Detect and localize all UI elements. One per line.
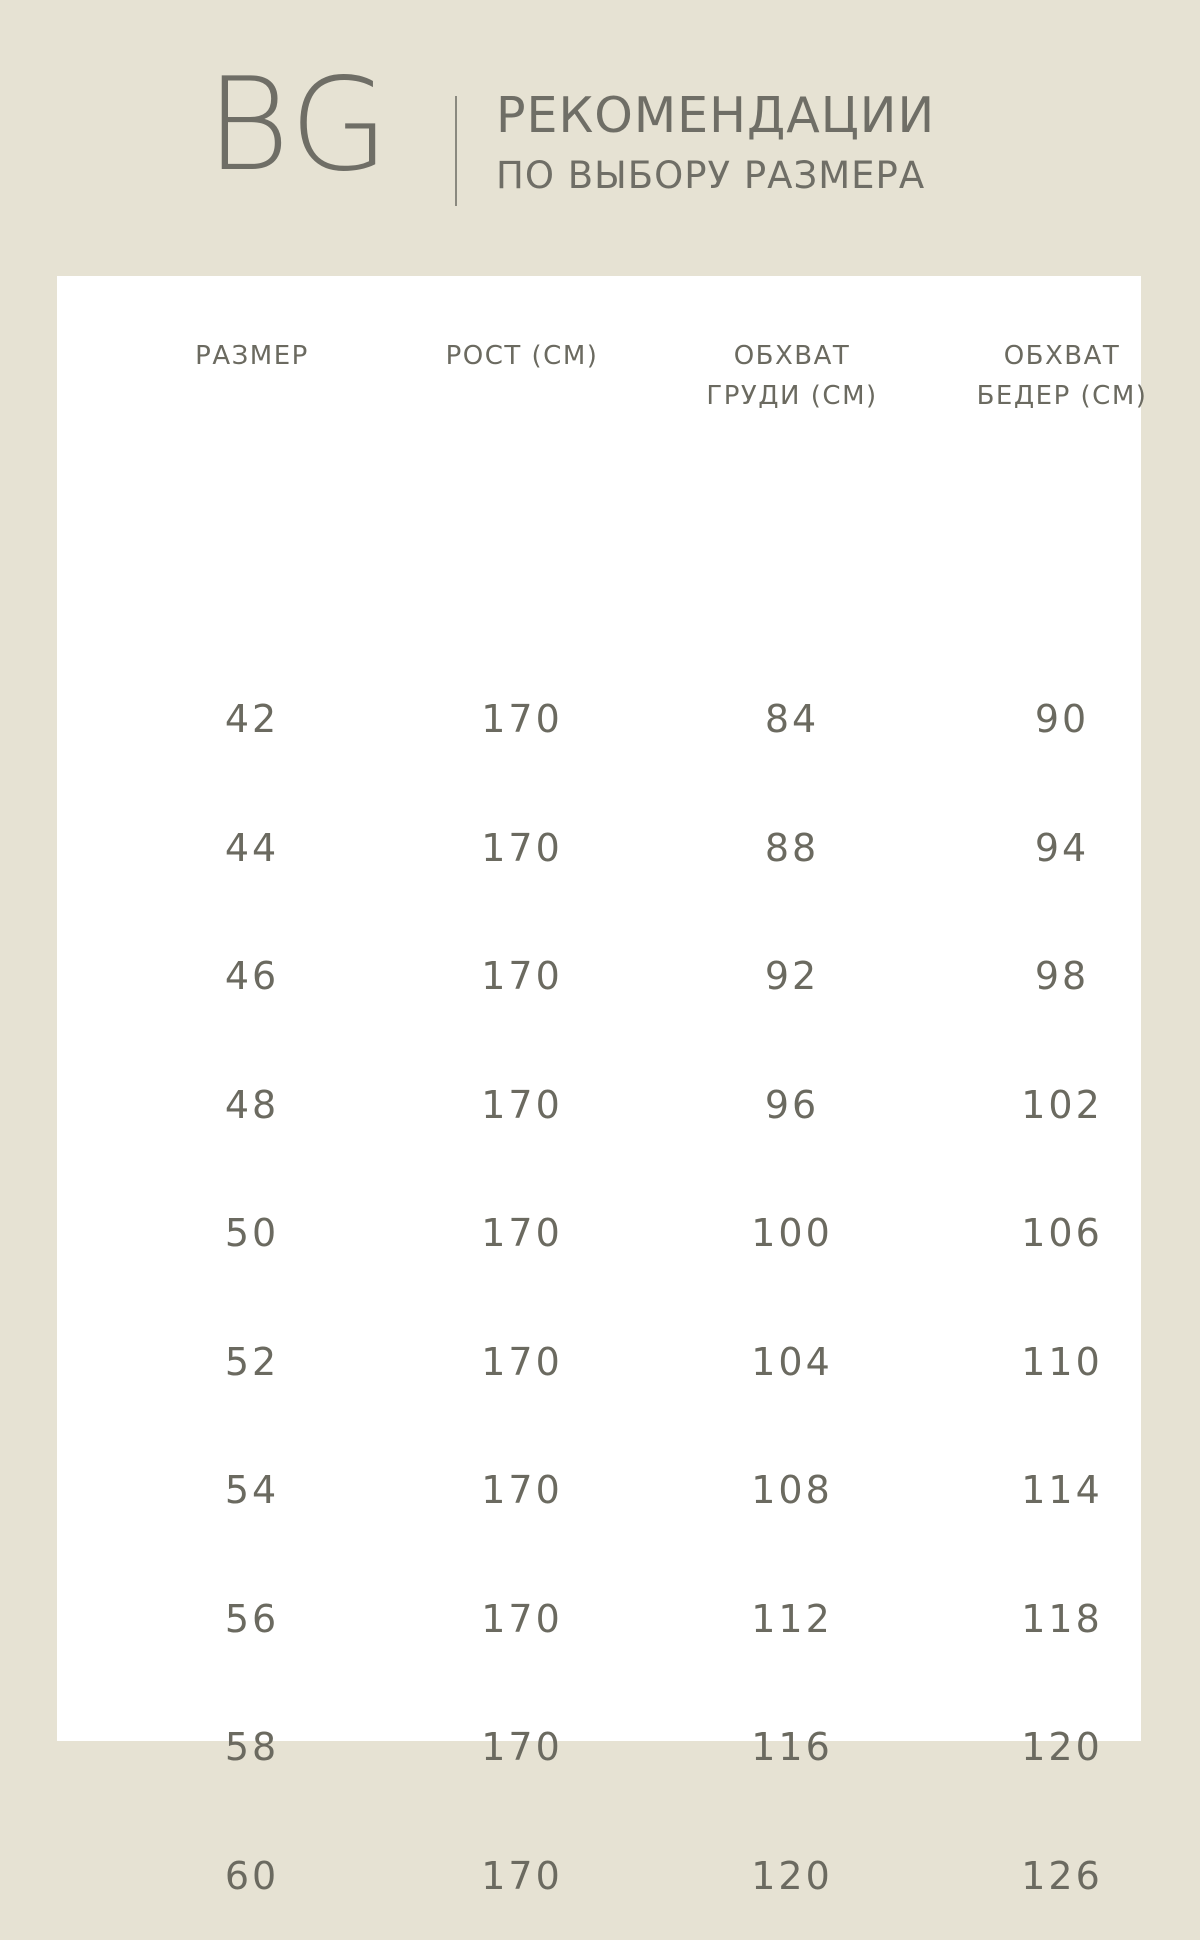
- cell-hips: 98: [1034, 954, 1090, 998]
- cell-height: 170: [481, 697, 563, 741]
- brand-logo: BG: [206, 51, 391, 200]
- header-chest: [657, 336, 927, 416]
- cell-size: 48: [224, 1082, 280, 1127]
- cell-hips: 102: [1021, 1082, 1103, 1127]
- cell-size: 56: [224, 1596, 280, 1641]
- cell-chest: 96: [764, 1082, 820, 1127]
- table-row: [57, 1041, 1141, 1169]
- table-row: [57, 1555, 1141, 1683]
- cell-chest: 92: [764, 954, 820, 998]
- header-height: [387, 336, 657, 376]
- header-hips-line-2: БЕДЕР (СМ): [976, 381, 1148, 411]
- cell-hips: 114: [1021, 1468, 1103, 1512]
- header-size: [117, 336, 387, 376]
- cell-chest: 108: [751, 1468, 833, 1512]
- table-row: [57, 1298, 1141, 1426]
- cell-height: 170: [481, 1339, 563, 1384]
- title-line-2: ПО ВЫБОРУ РАЗМЕРА: [496, 154, 926, 197]
- table-row: [57, 784, 1141, 912]
- header: [0, 0, 1200, 276]
- cell-hips: 110: [1021, 1339, 1103, 1384]
- title-line-1: РЕКОМЕНДАЦИИ: [496, 87, 936, 144]
- table-row: [57, 912, 1141, 1040]
- cell-chest: 112: [751, 1596, 833, 1641]
- header-size-line: РАЗМЕР: [195, 341, 309, 371]
- cell-height: 170: [481, 1211, 563, 1255]
- header-height-line: РОСТ (СМ): [445, 341, 599, 371]
- cell-size: 58: [224, 1725, 280, 1769]
- cell-height: 170: [481, 1853, 563, 1898]
- header-hips-line-1: ОБХВАТ: [1003, 341, 1121, 371]
- header-divider: [455, 96, 457, 206]
- cell-height: 170: [481, 1082, 563, 1127]
- header-chest-line-1: ОБХВАТ: [733, 341, 851, 371]
- cell-size: 60: [224, 1853, 280, 1898]
- table-row: [57, 1683, 1141, 1811]
- cell-chest: 88: [764, 825, 820, 870]
- table-row: [57, 655, 1141, 783]
- table-row: [57, 1426, 1141, 1554]
- cell-height: 170: [481, 954, 563, 998]
- cell-size: 54: [224, 1468, 280, 1512]
- cell-hips: 120: [1021, 1725, 1103, 1769]
- cell-chest: 100: [751, 1211, 833, 1255]
- header-chest-line-2: ГРУДИ (СМ): [706, 381, 878, 411]
- cell-size: 46: [224, 954, 280, 998]
- cell-height: 170: [481, 825, 563, 870]
- cell-chest: 104: [751, 1339, 833, 1384]
- cell-chest: 84: [764, 697, 820, 741]
- cell-hips: 106: [1021, 1211, 1103, 1255]
- cell-chest: 120: [751, 1853, 833, 1898]
- header-hips: [927, 336, 1197, 416]
- cell-size: 50: [224, 1211, 280, 1255]
- cell-hips: 90: [1034, 697, 1090, 741]
- cell-height: 170: [481, 1725, 563, 1769]
- cell-height: 170: [481, 1468, 563, 1512]
- cell-hips: 126: [1021, 1853, 1103, 1898]
- table-row: [57, 1169, 1141, 1297]
- cell-height: 170: [481, 1596, 563, 1641]
- size-table: [57, 276, 1148, 1898]
- cell-chest: 116: [751, 1725, 833, 1769]
- cell-hips: 118: [1021, 1596, 1103, 1641]
- cell-size: 52: [224, 1339, 280, 1384]
- cell-hips: 94: [1034, 825, 1090, 870]
- table-row: [57, 1812, 1141, 1940]
- page-title: [496, 86, 935, 206]
- cell-size: 44: [224, 825, 280, 870]
- cell-size: 42: [224, 697, 280, 741]
